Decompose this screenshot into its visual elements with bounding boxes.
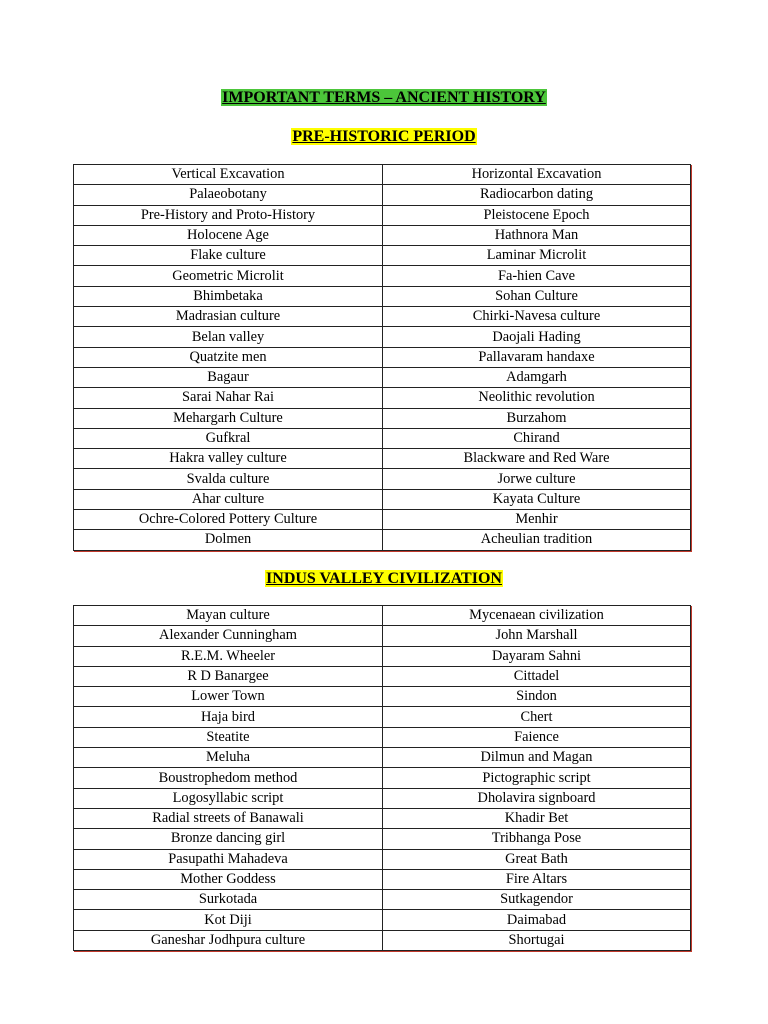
term-cell-left: Svalda culture — [74, 469, 383, 489]
term-cell-right: Chirki-Navesa culture — [383, 307, 691, 327]
term-cell-right: Dholavira signboard — [383, 788, 691, 808]
term-cell-right: Laminar Microlit — [383, 246, 691, 266]
term-cell-right: Pleistocene Epoch — [383, 205, 691, 225]
table-row — [74, 930, 691, 950]
term-cell-left: Geometric Microlit — [74, 266, 383, 286]
table-row — [74, 768, 691, 788]
table-row — [74, 687, 691, 707]
table-row — [74, 185, 691, 205]
term-cell-right: Acheulian tradition — [383, 530, 691, 550]
term-cell-left: Holocene Age — [74, 225, 383, 245]
term-cell-right: Radiocarbon dating — [383, 185, 691, 205]
document-title-text: IMPORTANT TERMS – ANCIENT HISTORY — [222, 89, 546, 106]
table-row — [74, 646, 691, 666]
term-cell-right: Dilmun and Magan — [383, 748, 691, 768]
term-cell-left: Mother Goddess — [74, 869, 383, 889]
term-cell-left: Steatite — [74, 727, 383, 747]
table-row — [74, 205, 691, 225]
term-cell-right: Burzahom — [383, 408, 691, 428]
table-row — [74, 849, 691, 869]
term-cell-left: Palaeobotany — [74, 185, 383, 205]
term-cell-left: Mehargarh Culture — [74, 408, 383, 428]
table-row — [74, 408, 691, 428]
document-title — [0, 88, 768, 108]
term-cell-right: Hathnora Man — [383, 225, 691, 245]
term-cell-right: Great Bath — [383, 849, 691, 869]
term-cell-right: Sindon — [383, 687, 691, 707]
table-row — [74, 748, 691, 768]
table-row — [74, 788, 691, 808]
term-cell-right: Horizontal Excavation — [383, 165, 691, 185]
term-cell-right: Cittadel — [383, 666, 691, 686]
table-row — [74, 707, 691, 727]
term-cell-right: Sohan Culture — [383, 286, 691, 306]
table-row — [74, 388, 691, 408]
table-row — [74, 808, 691, 828]
table-row — [74, 266, 691, 286]
term-cell-right: Fa-hien Cave — [383, 266, 691, 286]
table-row — [74, 449, 691, 469]
term-cell-right: Jorwe culture — [383, 469, 691, 489]
term-cell-left: Kot Diji — [74, 910, 383, 930]
term-cell-left: Gufkral — [74, 428, 383, 448]
table-row — [74, 286, 691, 306]
term-cell-left: Mayan culture — [74, 606, 383, 626]
table-row — [74, 829, 691, 849]
term-cell-left: Madrasian culture — [74, 307, 383, 327]
term-cell-left: Ahar culture — [74, 489, 383, 509]
term-cell-left: Radial streets of Banawali — [74, 808, 383, 828]
table-row — [74, 727, 691, 747]
term-cell-right: Fire Altars — [383, 869, 691, 889]
term-cell-left: Ochre-Colored Pottery Culture — [74, 510, 383, 530]
term-cell-right: Adamgarh — [383, 367, 691, 387]
term-cell-right: Khadir Bet — [383, 808, 691, 828]
table-row — [74, 469, 691, 489]
term-cell-left: Pasupathi Mahadeva — [74, 849, 383, 869]
table-row — [74, 165, 691, 185]
table-row — [74, 530, 691, 550]
term-cell-right: John Marshall — [383, 626, 691, 646]
section-heading-text: INDUS VALLEY CIVILIZATION — [266, 570, 502, 587]
table-row — [74, 606, 691, 626]
term-cell-left: R.E.M. Wheeler — [74, 646, 383, 666]
term-cell-left: Dolmen — [74, 530, 383, 550]
term-cell-right: Pallavaram handaxe — [383, 347, 691, 367]
term-cell-left: Alexander Cunningham — [74, 626, 383, 646]
table-row — [74, 869, 691, 889]
term-cell-right: Pictographic script — [383, 768, 691, 788]
term-cell-left: Lower Town — [74, 687, 383, 707]
term-cell-right: Menhir — [383, 510, 691, 530]
term-cell-right: Kayata Culture — [383, 489, 691, 509]
term-cell-left: Surkotada — [74, 890, 383, 910]
terms-table-prehistoric — [73, 164, 691, 551]
term-cell-right: Chert — [383, 707, 691, 727]
term-cell-left: Vertical Excavation — [74, 165, 383, 185]
term-cell-right: Daimabad — [383, 910, 691, 930]
term-cell-left: Belan valley — [74, 327, 383, 347]
term-cell-right: Blackware and Red Ware — [383, 449, 691, 469]
term-cell-left: Logosyllabic script — [74, 788, 383, 808]
term-cell-right: Tribhanga Pose — [383, 829, 691, 849]
term-cell-left: Flake culture — [74, 246, 383, 266]
term-cell-left: Bronze dancing girl — [74, 829, 383, 849]
term-cell-left: Quatzite men — [74, 347, 383, 367]
table-row — [74, 307, 691, 327]
term-cell-right: Faience — [383, 727, 691, 747]
term-cell-left: Bagaur — [74, 367, 383, 387]
table-row — [74, 626, 691, 646]
table-row — [74, 347, 691, 367]
table-row — [74, 890, 691, 910]
term-cell-right: Daojali Hading — [383, 327, 691, 347]
term-cell-left: Haja bird — [74, 707, 383, 727]
terms-table-indus — [73, 605, 691, 951]
term-cell-right: Shortugai — [383, 930, 691, 950]
term-cell-left: Hakra valley culture — [74, 449, 383, 469]
term-cell-left: Boustrophedom method — [74, 768, 383, 788]
term-cell-right: Mycenaean civilization — [383, 606, 691, 626]
table-row — [74, 246, 691, 266]
table-row — [74, 428, 691, 448]
term-cell-right: Sutkagendor — [383, 890, 691, 910]
term-cell-right: Dayaram Sahni — [383, 646, 691, 666]
term-cell-right: Neolithic revolution — [383, 388, 691, 408]
table-row — [74, 666, 691, 686]
table-row — [74, 327, 691, 347]
term-cell-left: Bhimbetaka — [74, 286, 383, 306]
term-cell-left: R D Banargee — [74, 666, 383, 686]
table-row — [74, 367, 691, 387]
section-heading-indus — [0, 569, 768, 589]
table-row — [74, 225, 691, 245]
term-cell-left: Pre-History and Proto-History — [74, 205, 383, 225]
term-cell-left: Meluha — [74, 748, 383, 768]
table-row — [74, 510, 691, 530]
term-cell-left: Sarai Nahar Rai — [74, 388, 383, 408]
section-heading-text: PRE-HISTORIC PERIOD — [292, 128, 476, 145]
table-row — [74, 910, 691, 930]
term-cell-right: Chirand — [383, 428, 691, 448]
section-heading-prehistoric — [0, 127, 768, 147]
table-row — [74, 489, 691, 509]
term-cell-left: Ganeshar Jodhpura culture — [74, 930, 383, 950]
